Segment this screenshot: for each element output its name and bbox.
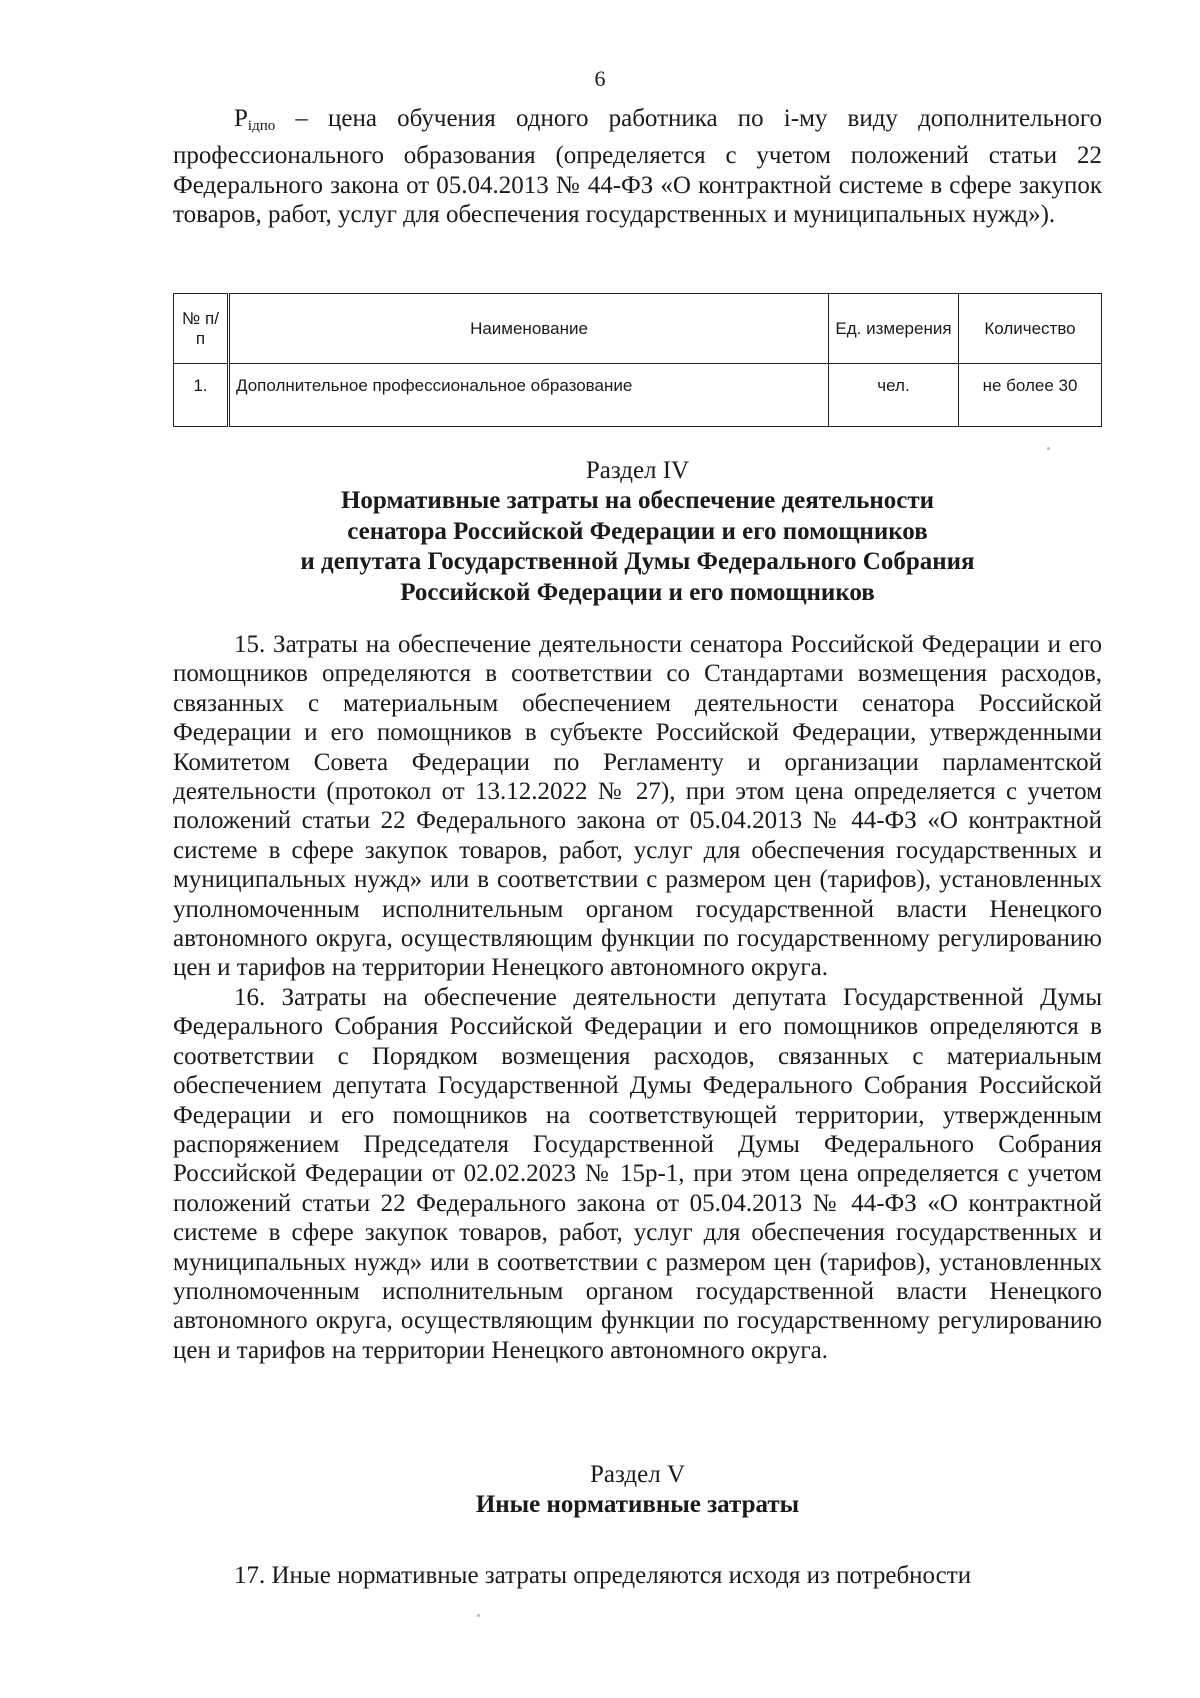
scan-speck — [1047, 447, 1050, 450]
section-4-title-line-2: сенатора Российской Федерации и его помощников — [347, 517, 928, 545]
header-unit: Ед. измерения — [829, 294, 959, 364]
table-header-row — [174, 294, 1102, 364]
education-cost-table — [173, 293, 1102, 427]
paragraphs-block — [173, 630, 1102, 1365]
price-symbol: P — [234, 105, 248, 132]
paragraph-16: 16. Затраты на обеспечение деятельности депутата Государственной Думы Федерального Собрания Российской Федерации и его помощников определяются в соответствии с Порядком возмещения расходов, связанных с материальным обеспечением депутата Государственной Думы Федерального Собрания Российской Федерации и его помощников на соответствующей территории, утвержденным распоряжением Председателя Государственной Думы Федерального Собрания Российской Федерации от 02.02.2023 № 15р-1, при этом цена определяется с учетом положений статьи 22 Федерального закона от 05.04.2013 № 44-ФЗ «О контрактной системе в сфере закупок товаров, работ, услуг для обеспечения государственных и муниципальных нужд» или в соответствии с размером цен (тарифов), установленных уполномоченным исполнительным органом государственной власти Ненецкого автономного округа, осуществляющим функции по государственному регулированию цен и тарифов на территории Ненецкого автономного округа. — [173, 983, 1102, 1364]
paragraph-17-block — [173, 1561, 1102, 1590]
paragraph-17: 17. Иные нормативные затраты определяются исходя из потребности — [234, 1562, 972, 1589]
header-qty: Количество — [959, 294, 1102, 364]
section-4-title-line-4: Российской Федерации и его помощников — [400, 578, 875, 606]
section-5-label: Раздел V — [589, 1461, 686, 1488]
table-row — [174, 364, 1102, 427]
cell-qty: не более 30 — [959, 364, 1102, 427]
section-4-title-line-3: и депутата Государственной Думы Федерального Собрания — [300, 548, 975, 575]
paragraph-15: 15. Затраты на обеспечение деятельности сенатора Российской Федерации и его помощников определяются в соответствии со Стандартами возмещения расходов, связанных с материальным обеспечением деятельности сенатора Российской Федерации и его помощников в субъекте Российской Федерации, утвержденными Комитетом Совета Федерации по Регламенту и организации парламентской деятельности (протокол от 13.12.2022 № 27), при этом цена определяется с учетом положений статьи 22 Федерального закона от 05.04.2013 № 44-ФЗ «О контрактной системе в сфере закупок товаров, работ, услуг для обеспечения государственных и муниципальных нужд» или в соответствии с размером цен (тарифов), установленных уполномоченным исполнительным органом государственной власти Ненецкого автономного округа, осуществляющим функции по государственному регулированию цен и тарифов на территории Ненецкого автономного округа. — [173, 631, 1102, 982]
section-5-heading — [173, 1460, 1102, 1521]
header-num: № п/п — [174, 294, 229, 364]
header-name: Наименование — [229, 294, 829, 364]
section-4-heading — [173, 456, 1102, 608]
intro-paragraph — [173, 104, 1102, 230]
section-4-title-line-1: Нормативные затраты на обеспечение деятельности — [340, 487, 935, 514]
cell-unit: чел. — [829, 364, 959, 427]
cell-name: Дополнительное профессиональное образование — [229, 364, 829, 427]
price-symbol-subscript: iдпо — [247, 118, 276, 134]
scan-speck — [477, 1614, 480, 1617]
page-number: 6 — [594, 66, 606, 91]
intro-text — [173, 104, 1102, 230]
section-4-label: Раздел IV — [585, 457, 690, 484]
cell-num: 1. — [174, 364, 229, 427]
intro-definition: – цена обучения одного работника по i-му виду дополнительного профессионального образования (определяется с учетом положений статьи 22 Федерального закона от 05.04.2013 № 44-ФЗ «О контрактной системе в сфере закупок товаров, работ, услуг для обеспечения государственных и муниципальных нужд»). — [173, 105, 1102, 229]
section-5-title: Иные нормативные затраты — [475, 1491, 800, 1518]
